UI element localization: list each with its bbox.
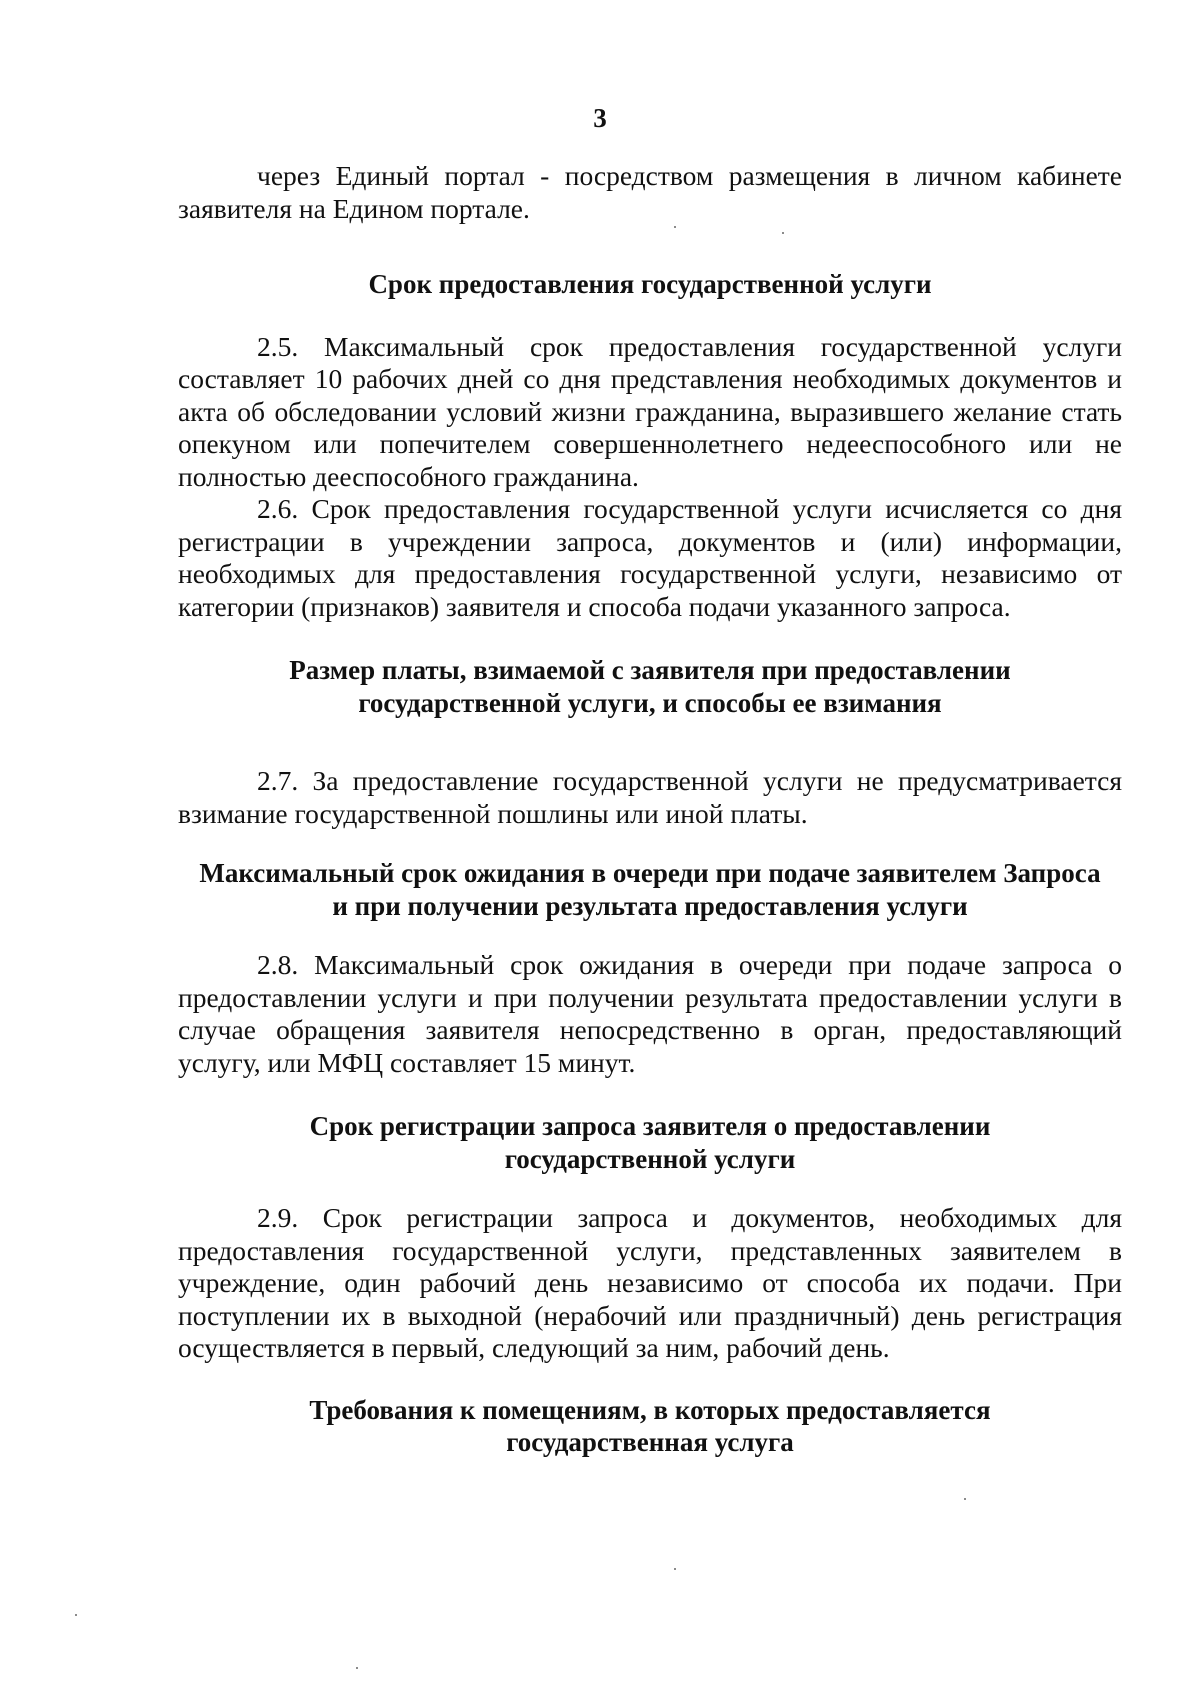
- paragraph-2-9: 2.9. Срок регистрации запроса и документов, необходимых для предоставления государственной услуги, представленных заявителем в учреждение, один рабочий день независимо от способа их подачи. При поступлении их в выходной (нерабочий или праздничный) день регистрация осуществляется в первый, следующий за ним, рабочий день.: [178, 1202, 1122, 1363]
- section-heading-registration: [178, 1110, 1122, 1175]
- paragraph-2-8: 2.8. Максимальный срок ожидания в очереди при подаче запроса о предоставлении услуги и при получении результата предоставлении услуги в случае обращения заявителя непосредственно в орган, предоставляющий услугу, или МФЦ составляет 15 минут.: [178, 949, 1122, 1078]
- heading-line: Требования к помещениям, в которых предоставляется: [309, 1394, 991, 1425]
- paragraph-2-6: 2.6. Срок предоставления государственной услуги исчисляется со дня регистрации в учреждении запроса, документов и (или) информации, необходимых для предоставления государственной услуги, независимо от категории (признаков) заявителя и способа подачи указанного запроса.: [178, 493, 1122, 622]
- scan-speck: [964, 1498, 966, 1500]
- section-heading-service-term: [178, 268, 1122, 301]
- document-body: [178, 160, 1122, 1459]
- paragraph-portal-continuation: через Единый портал - посредством размещения в личном кабинете заявителя на Едином портале.: [178, 160, 1122, 224]
- heading-line: и при получении результата предоставления услуги: [332, 890, 968, 921]
- scan-speck: [782, 232, 784, 234]
- heading-line: государственной услуги: [504, 1143, 796, 1174]
- heading-line: Срок предоставления государственной услуги: [368, 269, 932, 299]
- scan-speck: [75, 1614, 77, 1616]
- paragraph-2-5: 2.5. Максимальный срок предоставления государственной услуги составляет 10 рабочих дней со дня представления необходимых документов и акта об обследовании условий жизни гражданина, выразившего желание стать опекуном или попечителем совершеннолетнего недееспособного или не полностью дееспособного гражданина.: [178, 330, 1122, 492]
- section-heading-premises: [178, 1394, 1122, 1459]
- scan-speck: [356, 1667, 358, 1669]
- scan-speck: [674, 1568, 676, 1570]
- section-heading-fee: [178, 654, 1122, 719]
- heading-line: Размер платы, взимаемой с заявителя при предоставлении: [289, 655, 1011, 685]
- heading-line: Максимальный срок ожидания в очереди при подаче заявителем Запроса: [199, 858, 1101, 888]
- page-number: 3: [593, 103, 607, 133]
- paragraph-2-7: 2.7. За предоставление государственной услуги не предусматривается взимание государственной пошлины или иной платы.: [178, 765, 1122, 829]
- scan-speck: [674, 226, 676, 228]
- heading-line: государственной услуги, и способы ее взимания: [358, 687, 942, 718]
- section-heading-queue-wait: [178, 857, 1122, 922]
- heading-line: Срок регистрации запроса заявителя о предоставлении: [309, 1111, 991, 1141]
- heading-line: государственная услуга: [506, 1427, 794, 1457]
